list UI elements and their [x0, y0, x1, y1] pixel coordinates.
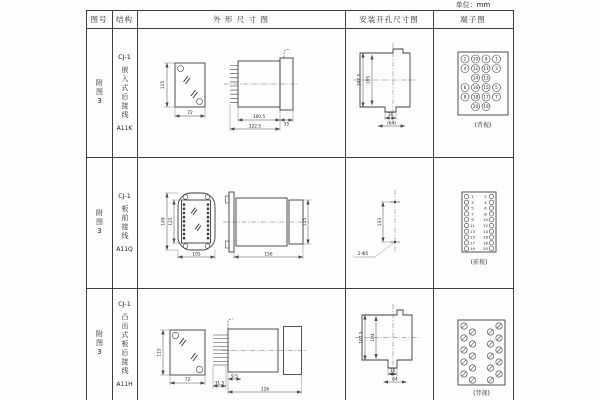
dim-body-depth-row1: 100.5 — [252, 115, 266, 120]
terminal-number: 1 — [471, 194, 474, 199]
terminal-number: 10 — [472, 56, 479, 62]
header-terminal: 端子图 — [460, 14, 486, 24]
terminal-number: 16 — [483, 234, 488, 240]
header-outline: 外 形 尺 寸 图 — [212, 14, 270, 24]
terminal-number: 4 — [463, 66, 467, 71]
terminal-number: 17 — [483, 94, 489, 100]
terminal-number: 19 — [483, 104, 489, 109]
dim-notch-width-row3: 16 — [389, 368, 396, 373]
terminal-number: 9 — [471, 217, 474, 223]
side-view-row3 — [213, 319, 307, 394]
dim-front-height-row2: 149 — [161, 217, 167, 226]
terminal-diagram-row1 — [433, 28, 513, 157]
unit-label: 单位：mm — [455, 1, 491, 9]
dim-body-height-row2: 115 — [302, 217, 308, 227]
terminal-diagram-row3 — [433, 288, 513, 400]
terminal-number: 10 — [483, 217, 488, 223]
terminal-circles-row3 — [461, 323, 502, 383]
dim-hole-spacing-row2: 133 — [377, 217, 383, 227]
front-view-row2 — [161, 193, 216, 259]
terminal-number: 7 — [495, 94, 498, 100]
fig-no-row1 — [86, 28, 112, 157]
terminal-number: 15 — [483, 85, 489, 90]
side-view-row2 — [223, 192, 311, 259]
side-view-row1 — [224, 50, 299, 132]
dim-total-depth-row2: 156 — [264, 252, 273, 258]
terminal-number: 13 — [483, 75, 489, 81]
terminal-number: 13 — [470, 228, 475, 234]
mounting-drawing-row3 — [345, 288, 433, 400]
terminal-circles-row1 — [461, 55, 501, 111]
dim-front-height-row3: 115 — [157, 348, 163, 357]
terminal-diagram-row2 — [433, 157, 513, 288]
terminal-number: 5 — [495, 85, 498, 90]
fig-no-row2 — [86, 157, 112, 288]
outline-drawing-row3 — [137, 288, 345, 400]
structure-row2-text: 板前接线 — [121, 205, 129, 241]
structure-row1-text: 嵌入式后接线 — [121, 66, 129, 120]
terminal-number: 12 — [483, 223, 488, 228]
fig-no-row3-text: 附图3 — [95, 330, 104, 358]
terminal-number: 3 — [495, 66, 498, 71]
terminal-number: 8 — [484, 211, 487, 217]
terminal-number: 4 — [484, 199, 487, 205]
terminal-number: 16 — [472, 85, 479, 90]
terminal-number: 19 — [470, 246, 475, 252]
mounting-drawing-row1 — [345, 28, 433, 157]
dim-front-width-row2: 105 — [192, 252, 201, 258]
dim-front-width-row3: 72 — [184, 378, 191, 383]
view-label-row3: (背视) — [473, 390, 490, 397]
code-row3: A11H — [116, 381, 133, 388]
terminal-number: 3 — [471, 199, 474, 205]
dim-inner-height-row1: 105 — [366, 75, 372, 85]
dim-window-height-row2: 125 — [168, 217, 174, 226]
terminal-number: 20 — [472, 104, 479, 109]
dim-front-width-row1: 72 — [187, 111, 193, 116]
structure-row3 — [112, 288, 137, 400]
terminal-number: 2 — [484, 194, 487, 199]
dim-flange-depth-row1: 35 — [283, 122, 290, 128]
terminal-number: 14 — [483, 228, 488, 234]
terminal-number: 11 — [483, 66, 489, 71]
fig-no-row1-text: 附图3 — [95, 78, 104, 107]
header-structure: 结构 — [116, 14, 133, 24]
terminal-number: 5 — [471, 205, 474, 211]
code-row2: A11Q — [116, 246, 133, 253]
dim-cutout-width-row3: 64 — [392, 377, 398, 383]
terminal-number: 18 — [483, 240, 488, 246]
dim-outer-height-row3: 107.5 — [359, 331, 365, 344]
outline-drawing-row2 — [137, 157, 345, 288]
code-row1: A11K — [116, 125, 133, 132]
structure-row1 — [112, 28, 137, 157]
outline-drawing-row1 — [137, 28, 345, 157]
fig-no-row3 — [86, 288, 112, 400]
mounting-drawing-row2 — [345, 157, 433, 288]
table-border-right — [513, 10, 514, 400]
terminal-circles-row2 — [464, 194, 493, 251]
view-label-row2: (前视) — [470, 259, 488, 266]
structure-row3-text: 凸出式板后接线 — [121, 313, 129, 376]
terminal-number: 1 — [495, 56, 498, 62]
terminal-number: 6 — [484, 205, 487, 211]
terminal-number: 8 — [463, 94, 467, 100]
terminal-number: 15 — [470, 234, 475, 240]
terminal-number: 20 — [483, 246, 488, 252]
front-view-row3 — [157, 330, 206, 385]
terminal-number: 2 — [463, 56, 467, 62]
dim-body-depth-row3: 126 — [260, 387, 270, 393]
front-view-row1 — [160, 63, 205, 118]
dim-inner-height-row3: 104 — [370, 333, 376, 342]
screw-slots — [462, 324, 501, 382]
terminal-number: 9 — [484, 56, 488, 62]
structure-row2 — [112, 157, 137, 288]
header-mounting: 安装开孔尺寸图 — [359, 14, 419, 24]
terminal-number: 17 — [470, 240, 475, 246]
model-row1: CJ-1 — [118, 53, 131, 61]
terminal-number: 12 — [472, 66, 479, 71]
dim-outer-height-row1: 107.5 — [357, 73, 363, 87]
terminal-number: 7 — [471, 211, 474, 217]
dim-front-height-row1: 115 — [161, 80, 166, 90]
dim-lip-depth-row3: 9.5 — [231, 374, 238, 380]
model-row2: CJ-1 — [118, 192, 131, 200]
terminal-number: 11 — [470, 223, 475, 228]
terminal-number: 6 — [463, 85, 467, 90]
view-label-row1: (背视) — [474, 122, 492, 129]
terminal-number: 18 — [472, 94, 479, 100]
dim-total-depth-row1: 122.5 — [248, 124, 262, 130]
dim-cutout-width-row1: (64) — [387, 121, 396, 127]
header-fig-no: 图号 — [90, 14, 108, 24]
terminal-number: 14 — [472, 75, 479, 81]
dim-notch-width-row1: 16 — [387, 112, 394, 117]
model-row3: CJ-1 — [118, 300, 131, 308]
fig-no-row2-text: 附图3 — [95, 208, 104, 237]
dim-stud-depth-row3: 31.5 — [214, 381, 225, 387]
dim-holes-row2: 2-Φ5 — [357, 252, 369, 257]
